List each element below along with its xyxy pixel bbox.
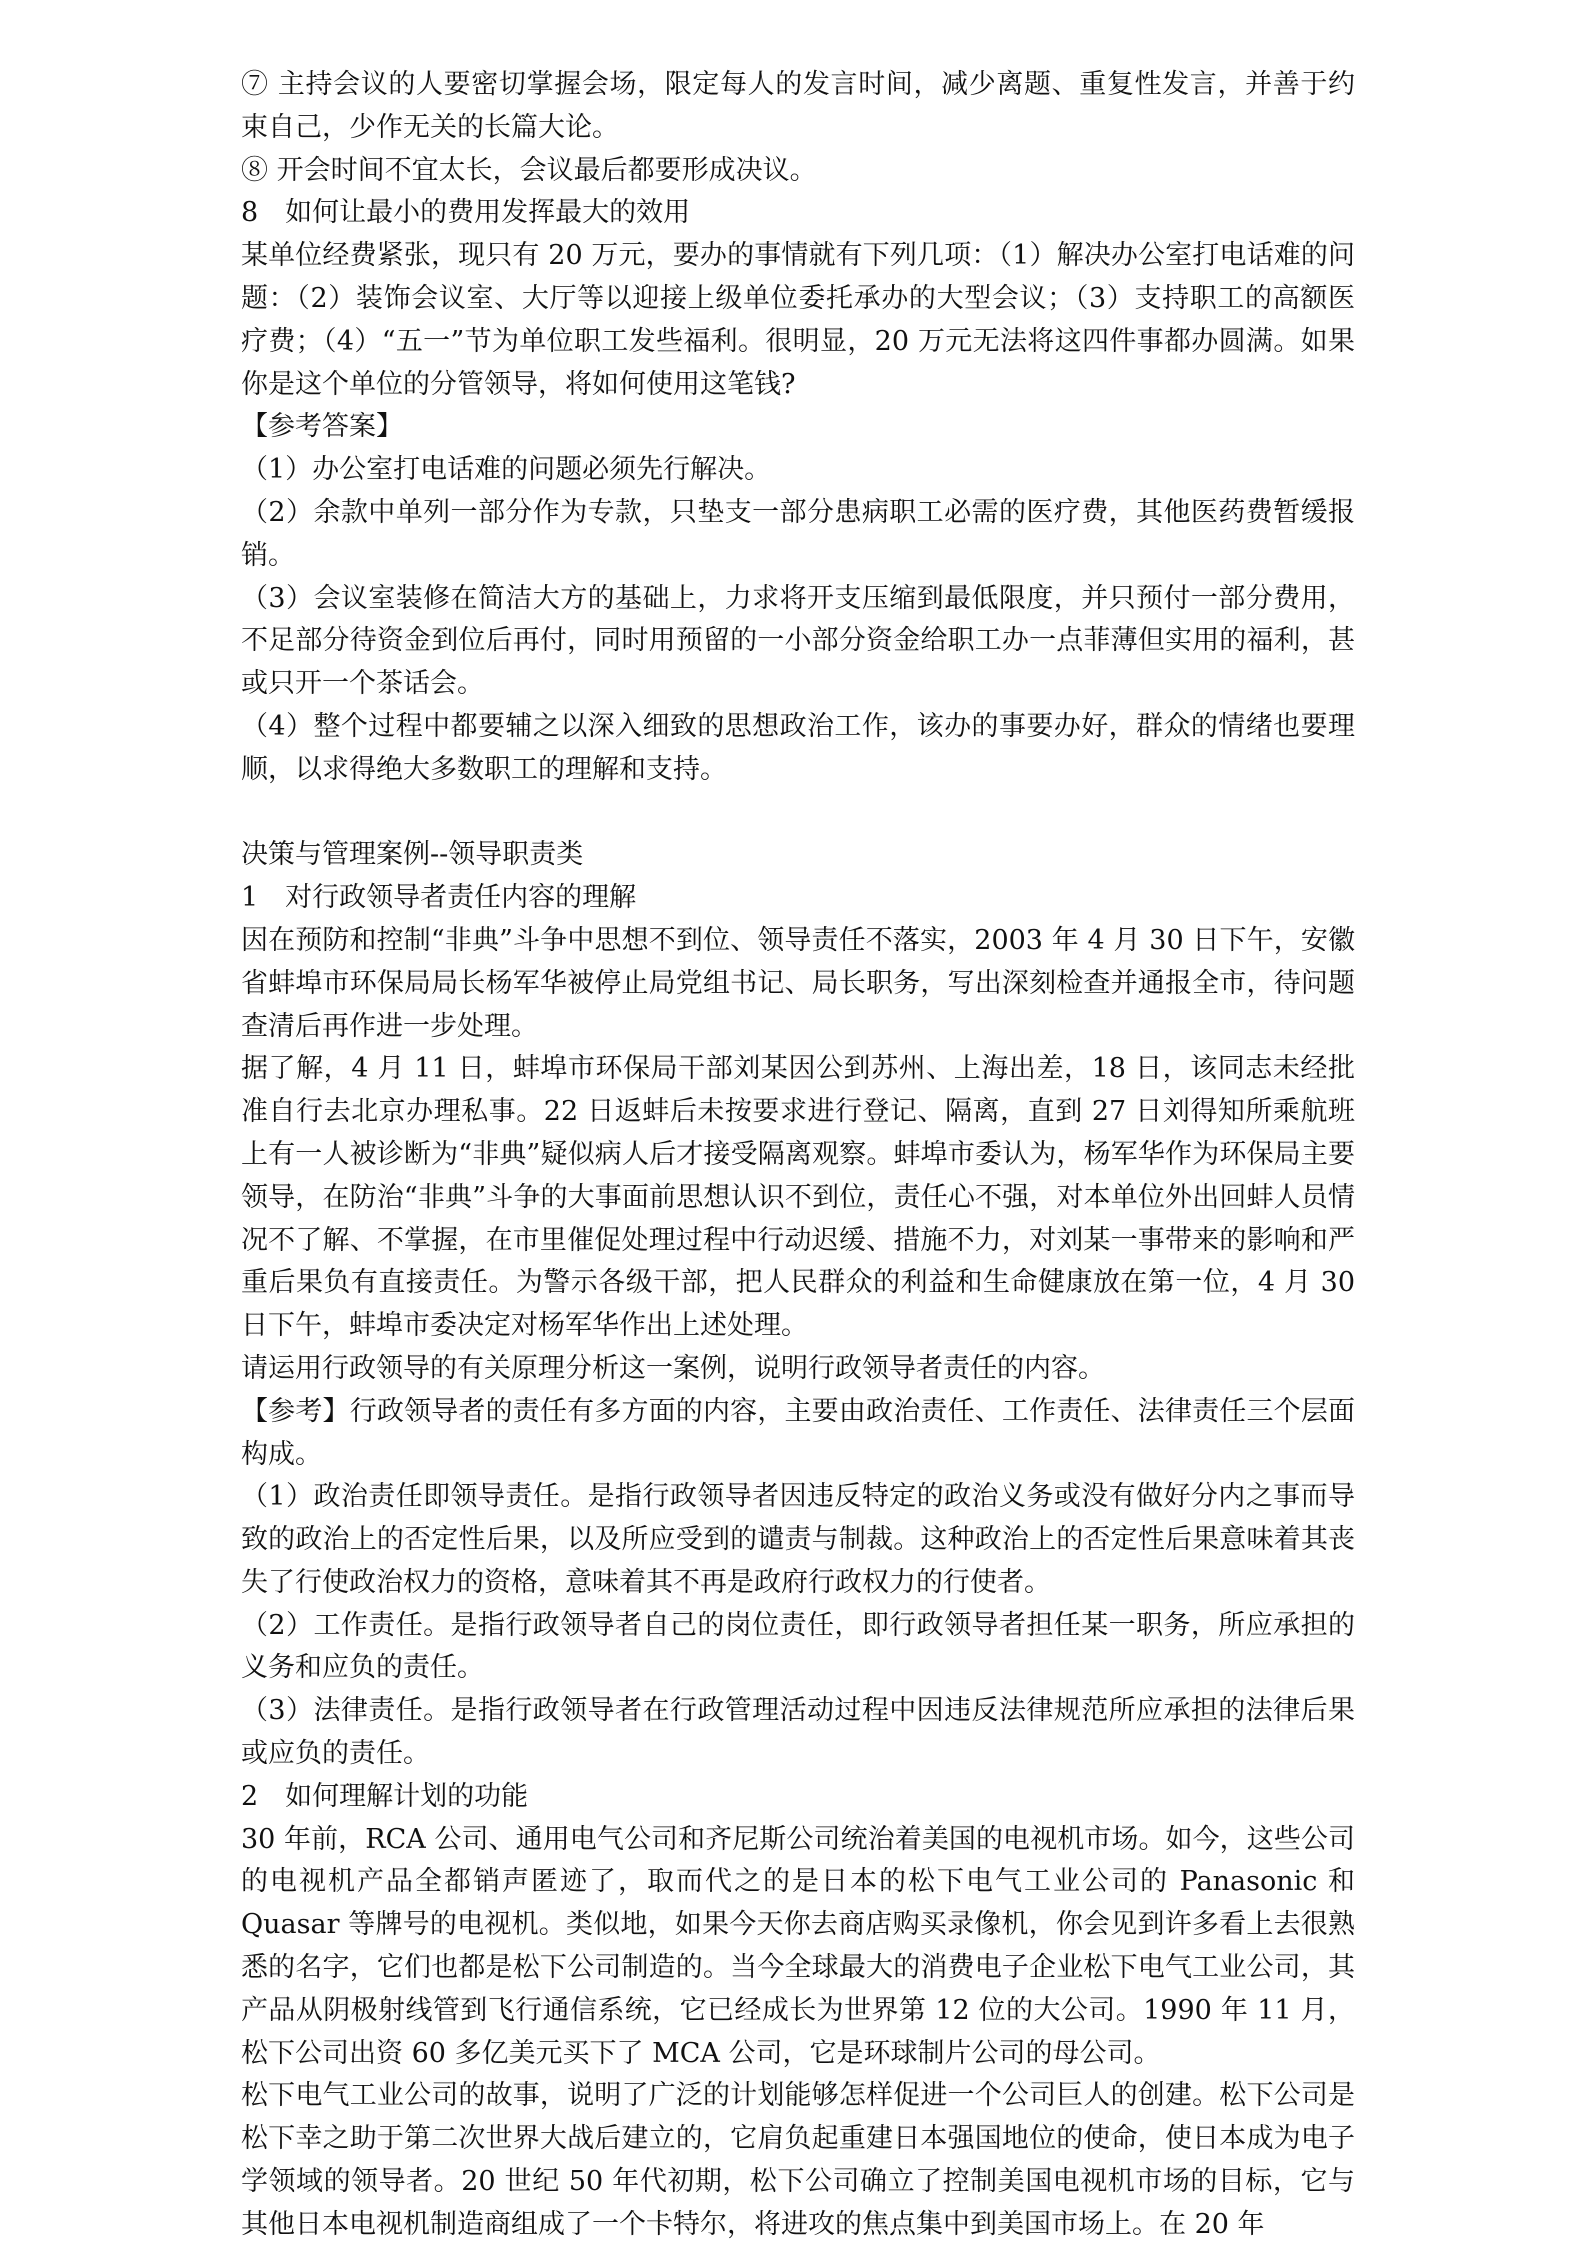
case-1-question: 请运用行政领导的有关原理分析这一案例，说明行政领导者责任的内容。 (241, 1352, 1105, 1384)
blank-line (241, 792, 1355, 835)
case-1-paragraph-2: 据了解，4 月 11 日，蚌埠市环保局干部刘某因公到苏州、上海出差，18 日，该同志未经批准自行去北京办理私事。22 日返蚌后未按要求进行登记、隔离，直到 27 日刘得知所乘航班上有一人被诊断为“非典”疑似病人后才接受隔离观察。蚌埠市委认为，杨军华作为环保局主要领导，在防治“非典”斗争的大事面前思想认识不到位，责任心不强，对本单位外出回蚌人员情况不了解、不掌握，在市里催促处理过程中行动迟缓、措施不力，对刘某一事带来的影响和严重后果负有直接责任。为警示各级干部，把人民群众的利益和生命健康放在第一位，4 月 30 日下午，蚌埠市委决定对杨军华作出上述处理。 (241, 1053, 1355, 1342)
case-8-question: 某单位经费紧张，现只有 20 万元，要办的事情就有下列几项：（1）解决办公室打电话难的问题：（2）装饰会议室、大厅等以迎接上级单位委托承办的大型会议；（3）支持职工的高额医疗费；（4）“五一”节为单位职工发些福利。很明显，20 万元无法将这四件事都办圆满。如果你是这个单位的分管领导，将如何使用这笔钱? (241, 240, 1355, 400)
case-1-paragraph-1: 因在预防和控制“非典”斗争中思想不到位、领导责任不落实，2003 年 4 月 30 日下午，安徽省蚌埠市环保局局长杨军华被停止局党组书记、局长职务，写出深刻检查并通报全市，待问题查清后再作进一步处理。 (241, 924, 1355, 1042)
case-8-heading: 8 如何让最小的费用发挥最大的效用 (241, 197, 691, 229)
answer-item-1: （1）办公室打电话难的问题必须先行解决。 (241, 454, 772, 486)
case-1-reference: 【参考】行政领导者的责任有多方面的内容，主要由政治责任、工作责任、法律责任三个层面构成。 (241, 1395, 1355, 1470)
answer-item-3: （3）会议室装修在简洁大方的基础上，力求将开支压缩到最低限度，并只预付一部分费用，不足部分待资金到位后再付，同时用预留的一小部分资金给职工办一点菲薄但实用的福利，甚或只开一个茶话会。 (241, 582, 1355, 700)
responsibility-legal: （3）法律责任。是指行政领导者在行政管理活动过程中因违反法律规范所应承担的法律后果或应负的责任。 (241, 1695, 1355, 1770)
document-page (241, 64, 1355, 2247)
case-2-paragraph-2: 松下电气工业公司的故事，说明了广泛的计划能够怎样促进一个公司巨人的创建。松下公司是松下幸之助于第二次世界大战后建立的，它肩负起重建日本强国地位的使命，使日本成为电子学领域的领导者。20 世纪 50 年代初期，松下公司确立了控制美国电视机市场的目标，它与其他日本电视机制造商组成了一个卡特尔，将进攻的焦点集中到美国市场上。在 20 年 (241, 2080, 1355, 2240)
case-1-heading: 1 对行政领导者责任内容的理解 (241, 882, 637, 914)
paragraph-point-7: ⑦ 主持会议的人要密切掌握会场，限定每人的发言时间，减少离题、重复性发言，并善于约束自己，少作无关的长篇大论。 (241, 69, 1355, 143)
reference-answer-label: 【参考答案】 (241, 411, 403, 443)
responsibility-political: （1）政治责任即领导责任。是指行政领导者因违反特定的政治义务或没有做好分内之事而导致的政治上的否定性后果，以及所应受到的谴责与制裁。这种政治上的否定性后果意味着其丧失了行使政治权力的资格，意味着其不再是政府行政权力的行使者。 (241, 1481, 1355, 1598)
case-2-heading: 2 如何理解计划的功能 (241, 1780, 529, 1812)
case-2-paragraph-1: 30 年前，RCA 公司、通用电气公司和齐尼斯公司统治着美国的电视机市场。如今，这些公司的电视机产品全都销声匿迹了，取而代之的是日本的松下电气工业公司的 Panasonic 和 Quasar 等牌号的电视机。类似地，如果今天你去商店购买录像机，你会见到许多看上去很熟悉的名字，它们也都是松下公司制造的。当今全球最大的消费电子企业松下电气工业公司，其产品从阴极射线管到飞行通信系统，它已经成长为世界第 12 位的大公司。1990 年 11 月，松下公司出资 60 多亿美元买下了 MCA 公司，它是环球制片公司的母公司。 (241, 1823, 1355, 2069)
answer-item-4: （4）整个过程中都要辅之以深入细致的思想政治工作，该办的事要办好，群众的情绪也要理顺，以求得绝大多数职工的理解和支持。 (241, 710, 1355, 785)
responsibility-work: （2）工作责任。是指行政领导者自己的岗位责任，即行政领导者担任某一职务，所应承担的义务和应负的责任。 (241, 1609, 1355, 1684)
paragraph-point-8: ⑧ 开会时间不宜太长，会议最后都要形成决议。 (241, 154, 817, 186)
section-title: 决策与管理案例--领导职责类 (241, 839, 584, 871)
answer-item-2: （2）余款中单列一部分作为专款，只垫支一部分患病职工必需的医疗费，其他医药费暂缓报销。 (241, 496, 1355, 571)
